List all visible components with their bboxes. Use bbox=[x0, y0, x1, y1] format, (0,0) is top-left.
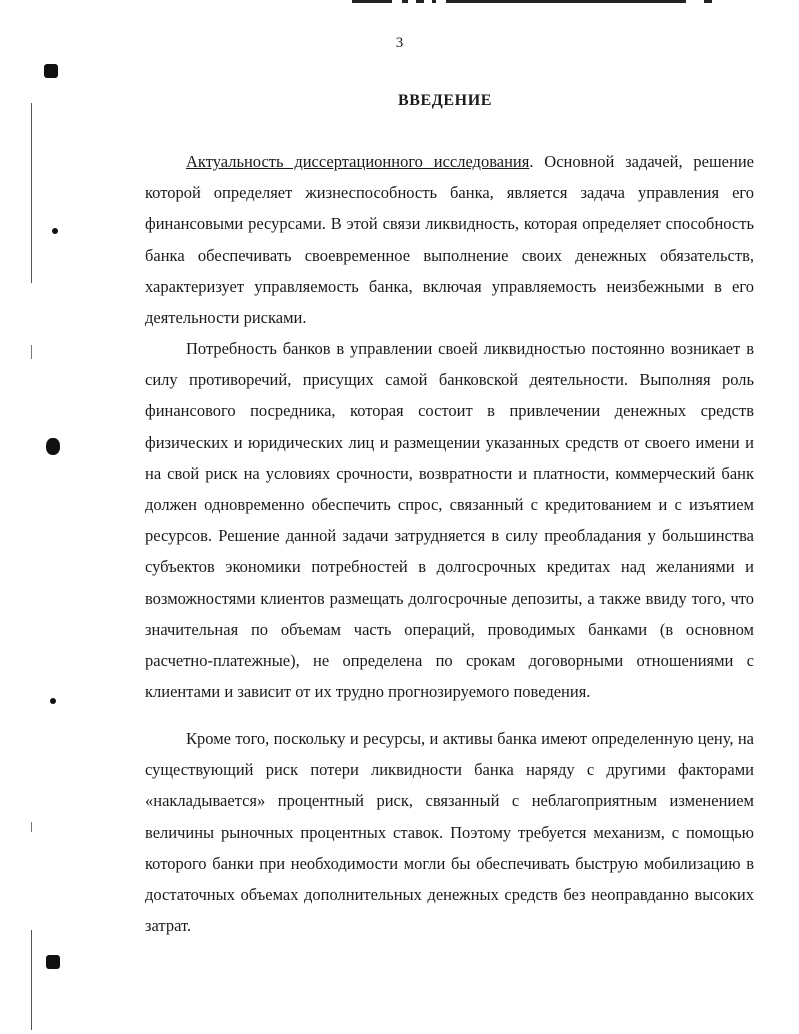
scan-margin-line bbox=[31, 930, 32, 1030]
punch-hole-mark bbox=[52, 228, 58, 234]
punch-hole-mark bbox=[46, 438, 60, 455]
scan-edge-artifact bbox=[352, 0, 714, 3]
scan-margin-line bbox=[31, 103, 32, 283]
paragraph-text: Кроме того, поскольку и ресурсы, и активы банка имеют определенную цену, на существующий риск потери ликвидности банка наряду с другими факторами «накладывается» процентный риск, связанный с неблагоприятным изменением величины рыночных процентных ставок. Поэтому требуется механизм, с помощью которого банки при необходимости могли бы обеспечивать быструю мобилизацию в достаточных объемах дополнительных денежных средств без неоправданно высоких затрат. bbox=[145, 729, 754, 936]
paragraph-text: . Основной задачей, решение которой определяет жизнеспособность банка, является задача управления его финансовыми ресурсами. В этой связи ликвидность, которая определяет способность банка обеспечивать своевременное выполнение своих денежных обязательств, характеризует управляемость банка, включая управляемость неизбежными в его деятельности рисками. bbox=[145, 152, 754, 328]
section-heading: ВВЕДЕНИЕ bbox=[397, 92, 493, 109]
underlined-lead-phrase: Актуальность диссертационного исследования bbox=[186, 152, 530, 171]
scan-margin-tick bbox=[31, 822, 32, 832]
scan-margin-tick bbox=[31, 345, 32, 359]
paragraph-relevance bbox=[145, 146, 754, 333]
paragraph-text: Потребность банков в управлении своей ликвидностью постоянно возникает в силу противоречий, присущих самой банковской деятельности. Выполняя роль финансового посредника, которая состоит в привлечении денежных средств физических и юридических лиц и размещении указанных средств от своего имени и на свой риск на условиях срочности, возвратности и платности, коммерческий банк должен одновременно обеспечить спрос, связанный с кредитованием и с изъятием ресурсов. Решение данной задачи затрудняется в силу преобладания у большинства субъектов экономики потребностей в долгосрочных кредитах над желаниями и возможностями клиентов размещать долгосрочные депозиты, а также ввиду того, что значительная по объемам часть операций, проводимых банками (в основном расчетно-платежные), не определена по срокам договорными отношениями с клиентами и зависит от их трудно прогнозируемого поведения. bbox=[145, 339, 754, 702]
punch-hole-mark bbox=[50, 698, 56, 704]
punch-hole-mark bbox=[46, 955, 60, 969]
page-number: 3 bbox=[395, 35, 404, 51]
paragraph-liquidity-need bbox=[145, 333, 754, 707]
paragraph-interest-risk bbox=[145, 723, 754, 941]
punch-hole-mark bbox=[44, 64, 58, 78]
